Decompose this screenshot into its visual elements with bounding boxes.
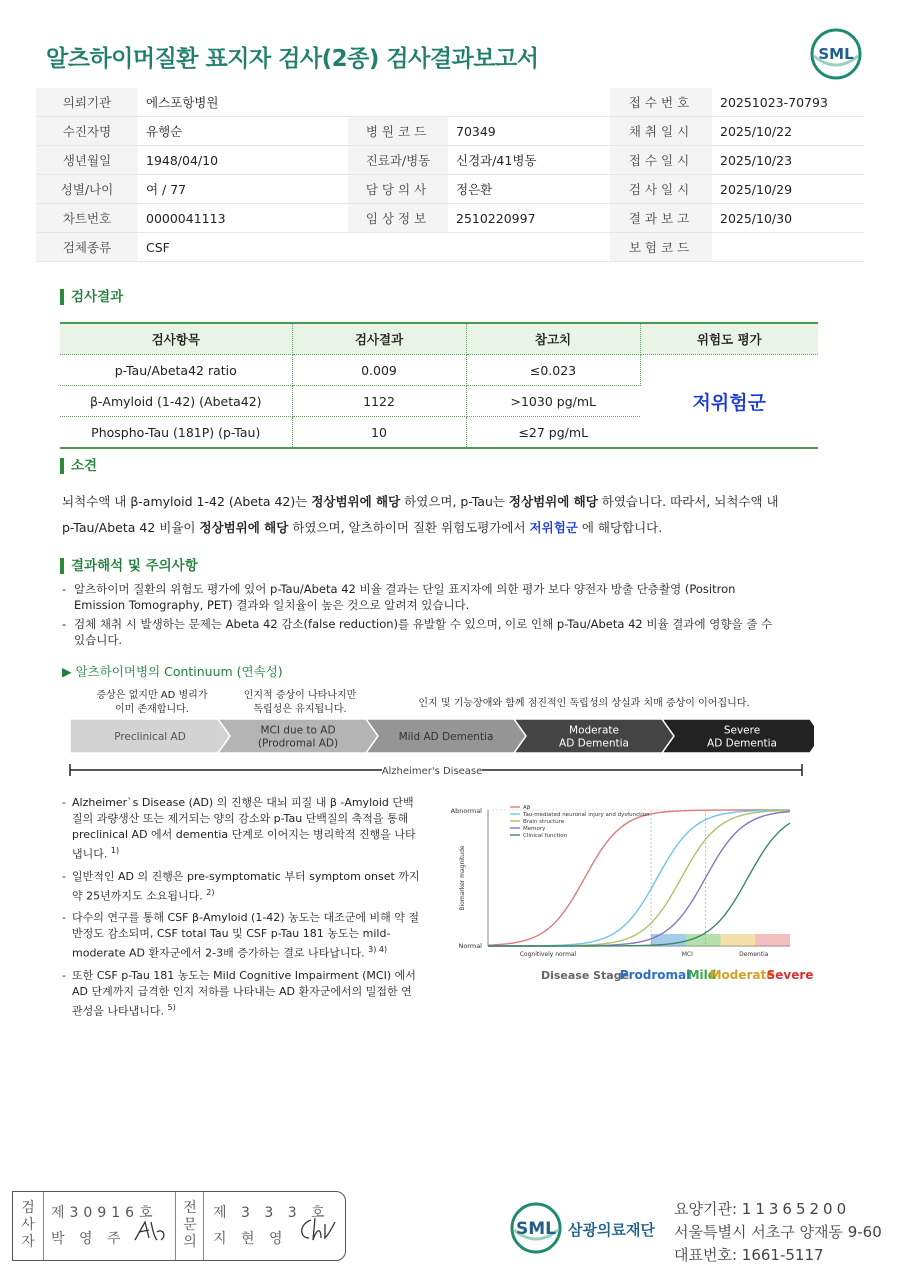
bullet-item: - Alzheimer`s Disease (AD) 의 진행은 대뇌 피질 내 β -Amyloid 단백질의 과량생산 또는 제거되는 양의 감소와 p-Tau 단백질의 축적을 통해 preclinical AD 에서 dementia 단계로 이어지는 병리학적 진행을 나타냅니다. $^{1)}$	[62, 796, 416, 861]
inspector-license: 제30916호	[51, 1205, 158, 1221]
info-value: 2025/10/30	[712, 204, 864, 233]
stage-label: (Prodromal AD)	[257, 737, 339, 750]
result-value: 0.009	[292, 355, 466, 386]
table-row	[60, 355, 818, 386]
chart-stage-band	[721, 934, 756, 946]
info-value: 1948/04/10	[138, 146, 348, 175]
table-row	[36, 88, 864, 117]
info-label: 채취일시	[610, 117, 712, 146]
chart-band-label-dementia: Dementia	[739, 951, 769, 958]
stage-label: Preclinical AD	[114, 731, 186, 743]
continuum-note-1-line1: 증상은 없지만 AD 병리가	[96, 690, 208, 701]
footer-org-name: 삼광의료재단	[568, 1221, 655, 1239]
info-value: 여 / 77	[138, 175, 348, 204]
inspector-name: 박 영 주	[51, 1231, 126, 1247]
chart-stage-label: Prodromal	[619, 968, 691, 982]
info-label: 의뢰기관	[36, 88, 138, 117]
result-header-reference: 참고치	[466, 323, 640, 355]
info-empty	[448, 233, 610, 262]
info-label: 보험코드	[610, 233, 712, 262]
chart-y-bottom-label: Normal	[458, 942, 482, 950]
info-value: 2510220997	[448, 204, 610, 233]
info-value	[712, 233, 864, 262]
table-row	[36, 175, 864, 204]
footer-address: 서울특별시 서초구 양재동 9-60	[674, 1223, 882, 1241]
chart-stage-band	[755, 934, 790, 946]
inspector-label: 검 사 자	[21, 1200, 35, 1250]
continuum-title: ▶ 알츠하이머병의 Continuum (연속성)	[62, 664, 283, 679]
patient-info-table	[36, 88, 864, 262]
result-reference: ≤0.023	[466, 355, 640, 386]
bullet-item: - 다수의 연구를 통해 CSF β-Amyloid (1-42) 농도는 대조군에 비해 약 절반정도 감소되며, CSF total Tau 및 CSF p-Tau 181 농도는 mild-moderate AD 환자군에서 2-3배 증가하는 결로 나타납니다. $^{3) 4)}$	[62, 911, 419, 960]
result-value: 10	[292, 417, 466, 449]
footer-code: 요양기관: 11365200	[674, 1200, 851, 1218]
table-row	[36, 233, 864, 262]
info-label: 검사일시	[610, 175, 712, 204]
info-label: 결과보고	[610, 204, 712, 233]
info-value: 2025/10/22	[712, 117, 864, 146]
chart-y-top-label: Abnormal	[450, 807, 482, 815]
note-item: - 검체 채취 시 발생하는 문제는 Abeta 42 감소(false reduction)를 유발할 수 있으며, 이로 인해 p-Tau/Abeta 42 비율 결과에 영향을 줄 수 있습니다.	[62, 617, 773, 647]
info-value: 0000041113	[138, 204, 348, 233]
risk-assessment: 저위험군	[692, 391, 766, 414]
chart-stage-label: Mild	[687, 968, 717, 982]
result-reference: >1030 pg/mL	[466, 386, 640, 417]
info-value: CSF	[138, 233, 348, 262]
info-empty	[348, 233, 448, 262]
info-label: 병원코드	[348, 117, 448, 146]
chart-stage-title: Disease Stage	[540, 969, 630, 982]
note-item: - 알츠하이머 질환의 위험도 평가에 있어 p-Tau/Abeta 42 비율 결과는 단일 표지자에 의한 평가 보다 양전자 방출 단층촬영 (Positron Emission Tomography, PET) 결과와 일치율이 높은 것으로 알려져 있습니다.	[62, 582, 736, 612]
biomarker-chart	[440, 798, 820, 990]
result-table	[60, 322, 818, 449]
stage-label: AD Dementia	[707, 737, 777, 750]
info-label: 수진자명	[36, 117, 138, 146]
info-label: 임상정보	[348, 204, 448, 233]
result-item: p-Tau/Abeta42 ratio	[60, 355, 292, 386]
sml-logo-icon	[808, 26, 864, 82]
info-label: 차트번호	[36, 204, 138, 233]
info-label: 진료과/병동	[348, 146, 448, 175]
result-value: 1122	[292, 386, 466, 417]
chart-legend-label: Tau-mediated neuronal injury and dysfunction	[523, 812, 650, 818]
table-row	[36, 146, 864, 175]
signature-1-icon	[131, 1218, 171, 1246]
info-value: 에스포항병원	[138, 88, 348, 117]
result-item: Phospho-Tau (181P) (p-Tau)	[60, 417, 292, 449]
chart-legend-label: Memory	[523, 826, 546, 832]
specialist-name: 지 현 영	[213, 1231, 288, 1247]
table-row	[36, 117, 864, 146]
continuum-diagram	[62, 684, 814, 784]
info-empty	[348, 88, 448, 117]
bullet-item: - 또한 CSF p-Tau 181 농도는 Mild Cognitive Impairment (MCI) 에서 AD 단계까지 급격한 인지 저하를 나타내는 AD 환자군에서의 밀접한 연관성을 나타냅니다. $^{5)}$	[62, 968, 416, 1018]
signature-box	[12, 1191, 346, 1261]
info-value: 신경과/41병동	[448, 146, 610, 175]
info-label: 검체종류	[36, 233, 138, 262]
bullet-item: - 일반적인 AD 의 진행은 pre-symptomatic 부터 symptom onset 까지 약 25년까지도 소요됩니다. $^{2)}$	[62, 869, 420, 903]
specialist-license: 제 3 3 3 호	[213, 1205, 330, 1221]
stage-label: AD Dementia	[559, 737, 629, 750]
continuum-note-2-line1: 인지적 증상이 나타나지만	[243, 690, 357, 701]
chart-stage-label: Moderate	[709, 968, 775, 982]
risk-cell	[640, 355, 818, 449]
info-value: 2025/10/29	[712, 175, 864, 204]
section-interpret-title: 결과해석 및 주의사항	[60, 558, 198, 574]
signature-2-icon	[295, 1214, 339, 1246]
result-reference: ≤27 pg/mL	[466, 417, 640, 449]
chart-legend-label: Brain structure	[523, 819, 565, 825]
continuum-note-3: 인지 및 기능장애와 함께 점진적인 독립성의 상실과 치매 증상이 이어집니다.	[418, 698, 750, 709]
info-value: 70349	[448, 117, 610, 146]
footer-logo-text: SML	[516, 1219, 556, 1239]
info-label: 접수번호	[610, 88, 712, 117]
chart-y-label: Biomarker magnitude	[459, 845, 466, 911]
chart-legend-label: Clinical function	[523, 833, 568, 839]
result-header-risk: 위험도 평가	[640, 323, 818, 355]
stage-label: Moderate	[569, 724, 619, 737]
info-label: 접수일시	[610, 146, 712, 175]
info-label: 성별/나이	[36, 175, 138, 204]
finding-risk: 저위험군	[529, 520, 578, 535]
stage-label: Severe	[723, 724, 761, 737]
chart-band-label-mci: MCI	[681, 951, 693, 958]
info-empty	[448, 88, 610, 117]
result-item: β-Amyloid (1-42) (Abeta42)	[60, 386, 292, 417]
chart-stage-label: Severe	[766, 968, 814, 982]
info-value: 2025/10/23	[712, 146, 864, 175]
info-value: 유행순	[138, 117, 348, 146]
continuum-note-2-line2: 독립성은 유지됩니다.	[253, 704, 347, 715]
info-label: 생년월일	[36, 146, 138, 175]
stage-label: Mild AD Dementia	[398, 731, 494, 743]
table-row	[36, 204, 864, 233]
info-value: 20251023-70793	[712, 88, 864, 117]
chart-series-line	[488, 823, 790, 946]
info-value: 정은환	[448, 175, 610, 204]
sml-footer-logo-icon	[508, 1200, 564, 1256]
continuum-axis-label: Alzheimer's Disease	[381, 766, 483, 777]
chart-x-label: Cognitively normal	[519, 951, 577, 958]
result-header-value: 검사결과	[292, 323, 466, 355]
chart-legend-label: Aβ	[523, 805, 531, 811]
result-header-item: 검사항목	[60, 323, 292, 355]
bullet-list	[62, 795, 422, 1026]
info-label: 담당의사	[348, 175, 448, 204]
section-result-title: 검사결과	[60, 289, 123, 305]
footer-phone: 대표번호: 1661-5117	[674, 1246, 824, 1264]
report-title: 알츠하이머질환 표지자 검사(2종) 검사결과보고서	[46, 46, 539, 72]
specialist-label: 전 문 의	[183, 1200, 197, 1250]
section-finding-title: 소견	[60, 458, 97, 474]
finding-text: 뇌척수액 내 β-amyloid 1-42 (Abeta 42)는 정상범위에 해당 하였으며, p-Tau는 정상범위에 해당 하였습니다. 따라서, 뇌척수액 내 p-Tau/Abeta 42 비율이 정상범위에 해당 하였으며, 알츠하이머 질환 위험도평가에서 저위험군 에 해당합니다.	[62, 494, 779, 535]
continuum-note-1-line2: 이미 존재합니다.	[115, 704, 189, 715]
logo-text: SML	[818, 45, 854, 63]
stage-label: MCI due to AD	[260, 724, 336, 737]
